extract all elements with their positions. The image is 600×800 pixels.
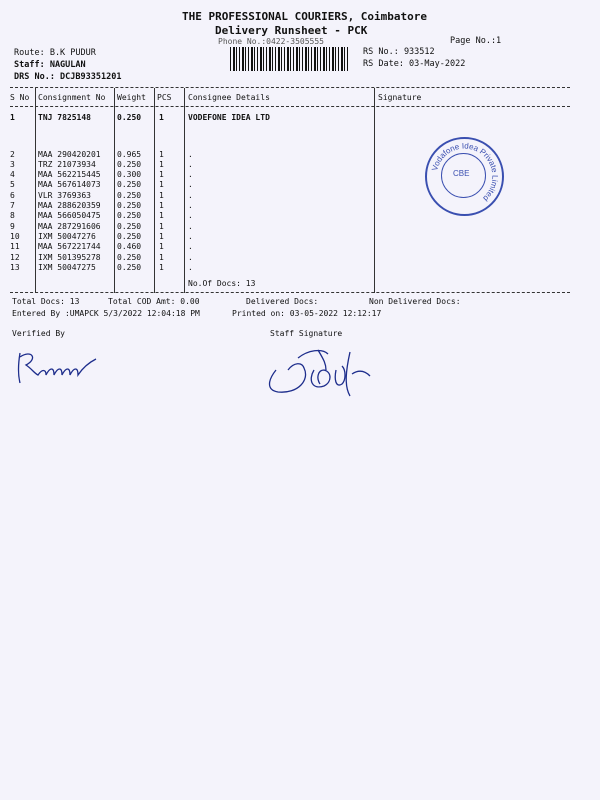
row-consignment-no: TRZ 21073934	[38, 160, 96, 169]
row-consignment-no: MAA 567614073	[38, 180, 101, 189]
printed-on: Printed on: 03-05-2022 12:12:17	[232, 309, 382, 318]
row-sno: 5	[10, 180, 15, 189]
staff-signature	[258, 340, 378, 400]
row-weight: 0.460	[117, 242, 142, 251]
row-consignment-no: IXM 50047276	[38, 232, 96, 241]
drs-number: DRS No.: DCJB93351201	[14, 72, 122, 82]
row-weight: 0.250	[117, 253, 142, 262]
table-row	[0, 113, 600, 123]
row-consignment-no: IXM 50047275	[38, 263, 96, 272]
table-row	[0, 232, 600, 242]
header-weight: Weight	[117, 93, 146, 102]
total-cod-amount: Total COD Amt: 0.00	[108, 297, 200, 306]
row-sno: 2	[10, 150, 15, 159]
total-docs: Total Docs: 13	[12, 297, 80, 306]
row-weight: 0.250	[117, 191, 142, 200]
row-weight: 0.300	[117, 170, 142, 179]
row-consignee-details: .	[188, 170, 193, 179]
row-consignee-details: .	[188, 263, 193, 272]
verified-by-label: Verified By	[12, 329, 65, 338]
row-consignee-details: .	[188, 232, 193, 241]
staff-signature-label: Staff Signature	[270, 329, 343, 338]
table-row	[0, 150, 600, 160]
staff-name: Staff: NAGULAN	[14, 60, 86, 70]
row-weight: 0.250	[117, 201, 142, 210]
row-pcs: 1	[159, 113, 164, 122]
row-pcs: 1	[159, 201, 164, 210]
no-of-docs: No.Of Docs: 13	[188, 279, 256, 288]
table-bottom-divider	[10, 292, 570, 293]
entered-by: Entered By :UMAPCK 5/3/2022 12:04:18 PM	[12, 309, 200, 318]
row-pcs: 1	[159, 160, 164, 169]
row-pcs: 1	[159, 232, 164, 241]
verified-by-signature	[12, 345, 102, 390]
row-consignment-no: TNJ 7825148	[38, 113, 91, 122]
row-consignee-details: .	[188, 222, 193, 231]
row-consignment-no: IXM 501395278	[38, 253, 101, 262]
row-pcs: 1	[159, 242, 164, 251]
header-sno: S No	[10, 93, 30, 102]
row-consignment-no: MAA 287291606	[38, 222, 101, 231]
row-consignee-details: .	[188, 180, 193, 189]
table-header-row	[0, 93, 600, 105]
header-signature: Signature	[378, 93, 422, 102]
row-consignee-details: VODEFONE IDEA LTD	[188, 113, 270, 122]
table-top-divider	[10, 87, 570, 88]
rs-number: RS No.: 933512	[363, 47, 435, 57]
row-sno: 13	[10, 263, 20, 272]
row-sno: 7	[10, 201, 15, 210]
row-pcs: 1	[159, 211, 164, 220]
stamp-text: Vodafone Idea Private Limited	[430, 141, 500, 203]
route: Route: B.K PUDUR	[14, 48, 96, 58]
header-pcs: PCS	[157, 93, 172, 102]
row-pcs: 1	[159, 191, 164, 200]
phone-number: Phone No.:0422-3505555	[218, 37, 324, 46]
row-pcs: 1	[159, 253, 164, 262]
row-sno: 4	[10, 170, 15, 179]
row-consignee-details: .	[188, 150, 193, 159]
table-row	[0, 191, 600, 201]
page-number: Page No.:1	[450, 36, 502, 46]
rs-date: RS Date: 03-May-2022	[363, 59, 466, 69]
barcode	[230, 47, 350, 71]
table-row	[0, 222, 600, 232]
delivered-docs: Delivered Docs:	[246, 297, 319, 306]
row-consignment-no: VLR 3769363	[38, 191, 91, 200]
row-consignee-details: .	[188, 242, 193, 251]
company-stamp	[425, 137, 504, 216]
row-sno: 1	[10, 113, 15, 122]
table-row	[0, 242, 600, 252]
row-pcs: 1	[159, 263, 164, 272]
row-pcs: 1	[159, 170, 164, 179]
row-pcs: 1	[159, 222, 164, 231]
row-sno: 12	[10, 253, 20, 262]
row-pcs: 1	[159, 150, 164, 159]
header-consignment: Consignment No	[38, 93, 106, 102]
table-row	[0, 211, 600, 221]
table-header-divider	[10, 106, 570, 107]
row-consignee-details: .	[188, 191, 193, 200]
table-row	[0, 201, 600, 211]
row-weight: 0.250	[117, 160, 142, 169]
row-consignment-no: MAA 566050475	[38, 211, 101, 220]
sheet-title: Delivery Runsheet - PCK	[215, 24, 368, 37]
row-pcs: 1	[159, 180, 164, 189]
table-row	[0, 253, 600, 263]
row-sno: 8	[10, 211, 15, 220]
table-row	[0, 180, 600, 190]
stamp-center-text: CBE	[453, 169, 470, 178]
row-consignee-details: .	[188, 253, 193, 262]
company-name: THE PROFESSIONAL COURIERS, Coimbatore	[182, 10, 428, 23]
row-sno: 11	[10, 242, 20, 251]
row-weight: 0.250	[117, 180, 142, 189]
row-sno: 9	[10, 222, 15, 231]
row-sno: 10	[10, 232, 20, 241]
row-consignee-details: .	[188, 211, 193, 220]
row-consignment-no: MAA 567221744	[38, 242, 101, 251]
row-consignment-no: MAA 288620359	[38, 201, 101, 210]
row-consignee-details: .	[188, 160, 193, 169]
row-weight: 0.250	[117, 263, 142, 272]
row-weight: 0.250	[117, 222, 142, 231]
header-consignee-details: Consignee Details	[188, 93, 270, 102]
row-weight: 0.250	[117, 211, 142, 220]
table-row	[0, 263, 600, 273]
row-consignee-details: .	[188, 201, 193, 210]
row-weight: 0.250	[117, 232, 142, 241]
row-sno: 3	[10, 160, 15, 169]
table-row	[0, 160, 600, 170]
row-sno: 6	[10, 191, 15, 200]
row-weight: 0.250	[117, 113, 142, 122]
row-consignment-no: MAA 562215445	[38, 170, 101, 179]
row-weight: 0.965	[117, 150, 142, 159]
non-delivered-docs: Non Delivered Docs:	[369, 297, 461, 306]
table-row	[0, 170, 600, 180]
row-consignment-no: MAA 290420201	[38, 150, 101, 159]
